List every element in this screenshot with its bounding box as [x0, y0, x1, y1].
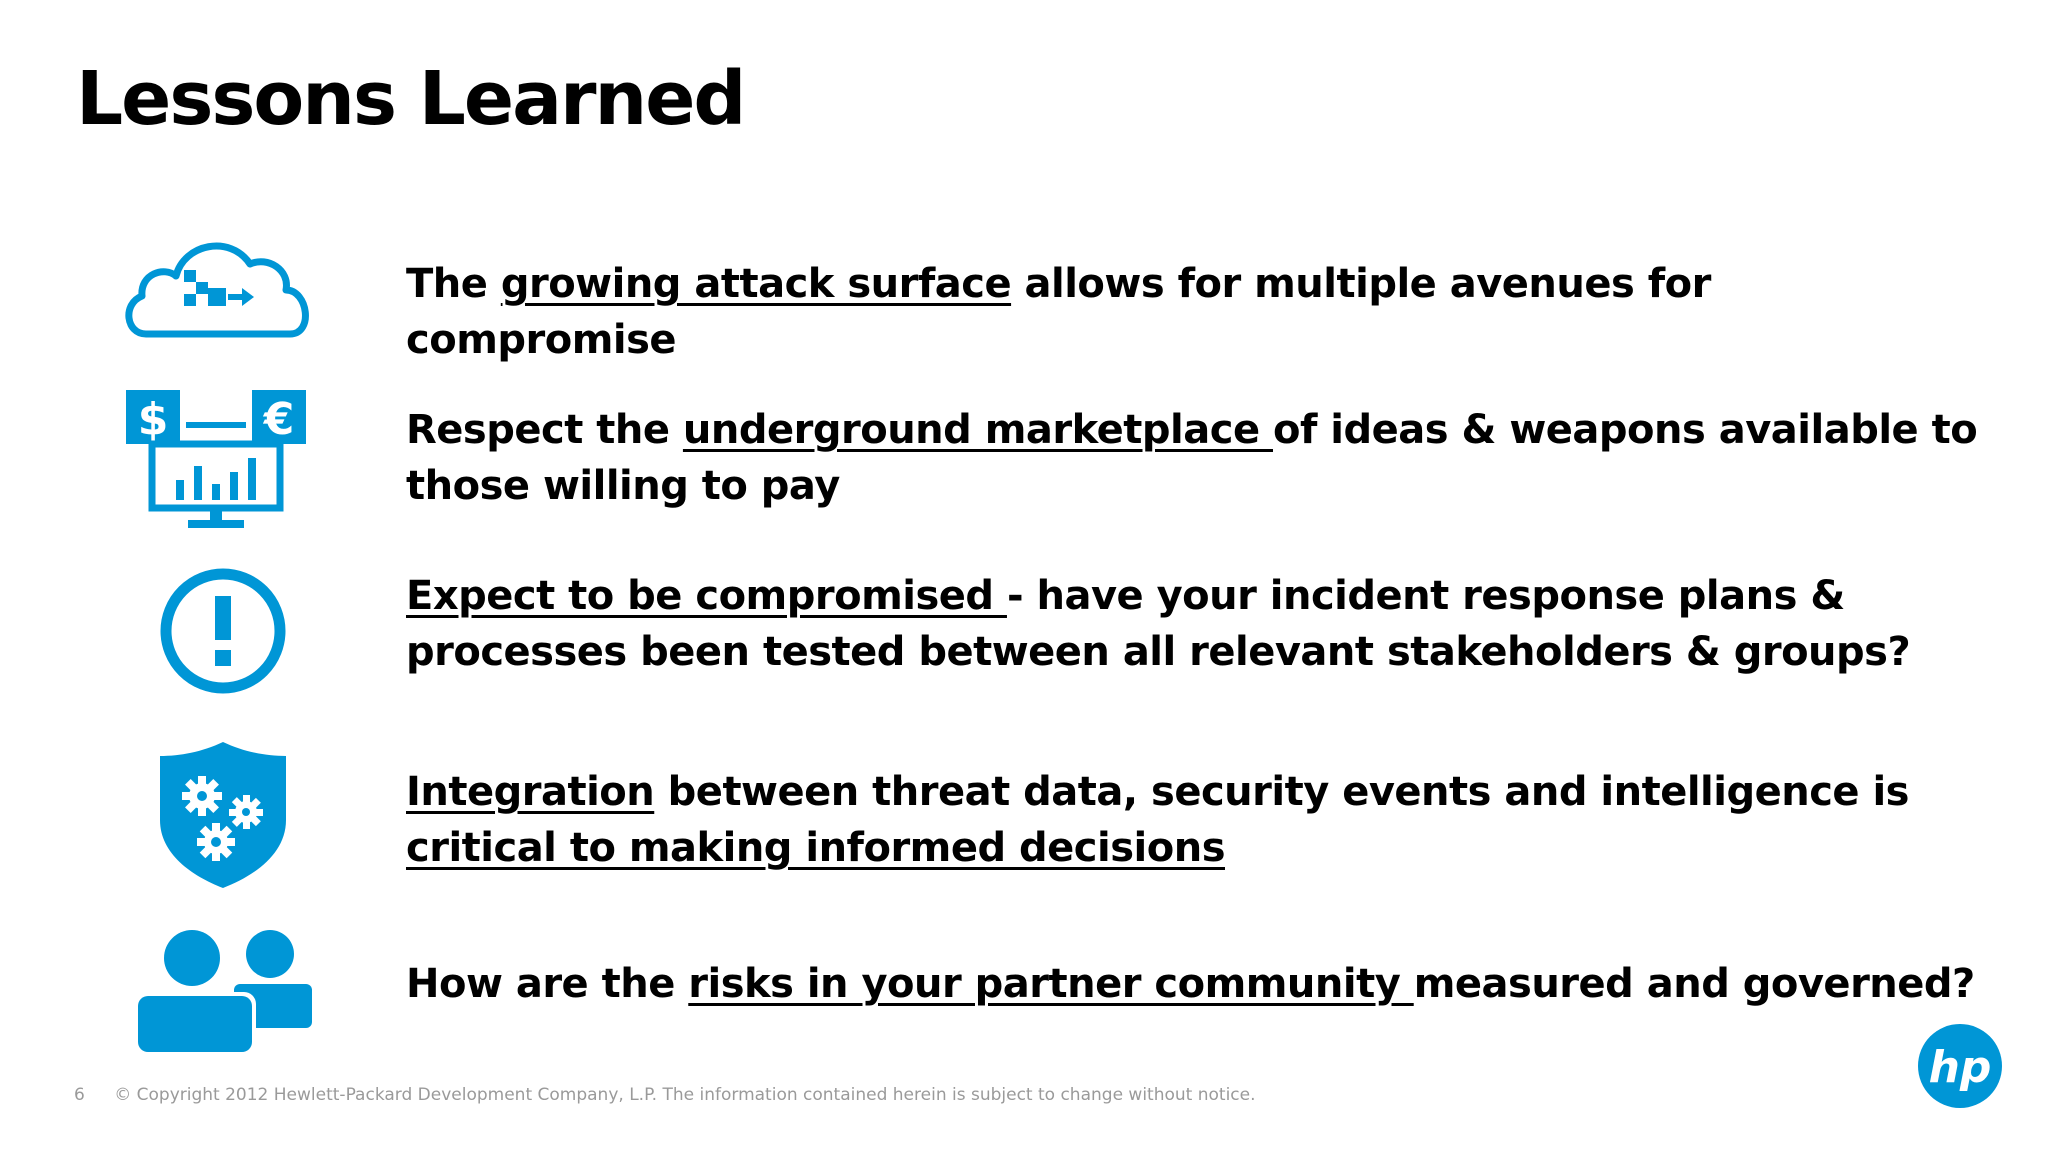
text-segment: between threat data, security events and intelligence is: [654, 769, 1909, 815]
svg-text:$: $: [137, 394, 169, 445]
footer: [74, 1085, 1256, 1105]
hp-logo-icon: [1916, 1022, 2004, 1114]
cloud-icon: [118, 230, 318, 342]
lesson-text-1: [406, 256, 1986, 368]
text-segment: of ideas & weapons available to those willing to pay: [406, 407, 1978, 509]
shield-gears-icon: [158, 740, 288, 890]
lesson-text-4: [406, 764, 1986, 876]
lesson-text-3: [406, 568, 1986, 680]
underlined-phrase: growing attack surface: [500, 261, 1012, 307]
currency-monitor-icon: [126, 386, 306, 534]
text-segment: measured and governed?: [1413, 961, 1975, 1007]
lesson-text-5: [406, 956, 1986, 1012]
text-segment: - have your incident response plans & processes been tested between all relevant stakeholders & groups?: [406, 573, 1911, 675]
text-segment: The: [406, 261, 501, 307]
copyright-text: © Copyright 2012 Hewlett-Packard Development Company, L.P. The information contained herein is subject to change without notice.: [114, 1085, 1256, 1105]
exclamation-icon: [158, 566, 288, 696]
page-number: 6: [74, 1085, 85, 1105]
text-segment: allows for multiple avenues for compromise: [406, 261, 1711, 363]
text-segment: Respect the: [406, 407, 683, 453]
underlined-phrase: Expect to be compromised: [406, 573, 1007, 619]
lesson-text-2: [406, 402, 1986, 514]
hp-logo-text: hp: [1928, 1042, 1992, 1093]
text-segment: How are the: [406, 961, 689, 1007]
slide-title: Lessons Learned: [76, 56, 745, 142]
underlined-phrase: critical to making informed decisions: [406, 825, 1225, 871]
users-icon: [134, 924, 314, 1054]
underlined-phrase: underground marketplace: [682, 407, 1273, 453]
underlined-phrase: risks in your partner community: [688, 961, 1414, 1007]
svg-text:€: €: [263, 394, 295, 445]
underlined-phrase: Integration: [406, 769, 655, 815]
